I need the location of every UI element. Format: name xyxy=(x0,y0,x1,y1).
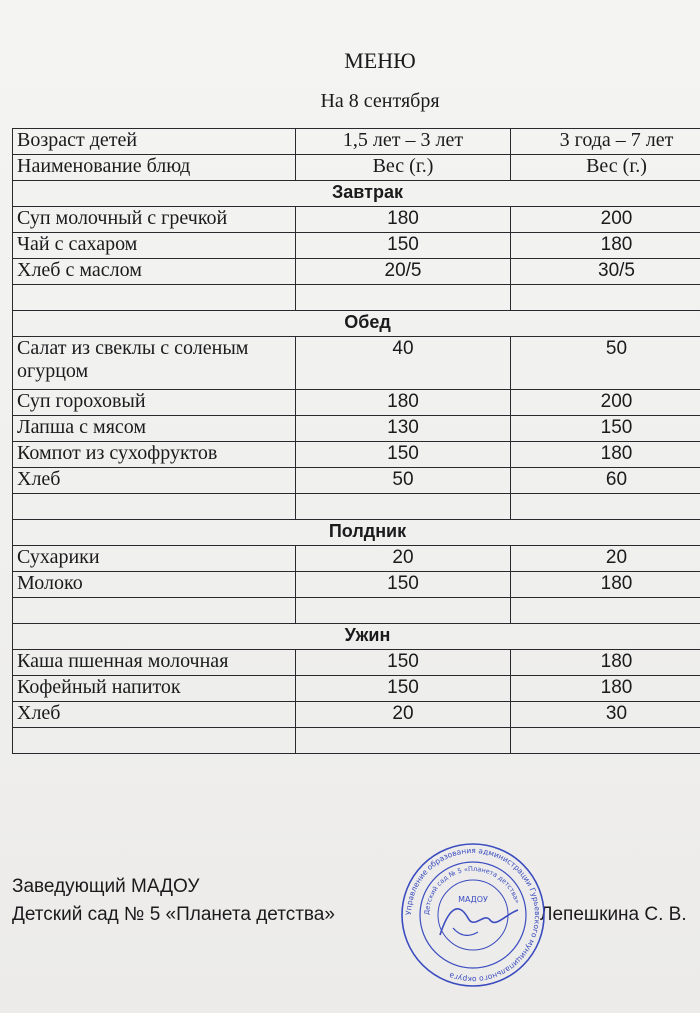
section-title: Обед xyxy=(13,311,700,337)
empty-cell xyxy=(511,494,700,520)
stamp-ring-text: Управление образования администрации Гурьевского муниципального округа xyxy=(403,845,543,985)
empty-cell xyxy=(13,285,296,311)
table-header-row xyxy=(13,155,700,181)
section-row xyxy=(13,181,700,207)
signature-scribble xyxy=(440,909,518,935)
section-title: Завтрак xyxy=(13,181,700,207)
official-stamp xyxy=(398,840,548,990)
section-title: Полдник xyxy=(13,520,700,546)
page-title: МЕНЮ xyxy=(344,48,416,73)
table-row xyxy=(13,702,700,728)
footer-institution: Детский сад № 5 «Планета детства» xyxy=(12,904,335,925)
stamp-inner-text: Детский сад № 5 «Планета детства» xyxy=(422,864,522,916)
table-row xyxy=(13,468,700,494)
weight-young: 150 xyxy=(296,233,511,259)
weight-young: 130 xyxy=(296,416,511,442)
table-row xyxy=(13,337,700,390)
weight-young: 20 xyxy=(296,702,511,728)
signer-name: Лепешкина С. В. xyxy=(540,904,687,925)
dish-name: Суп гороховый xyxy=(13,390,296,416)
age-group-1: 1,5 лет – 3 лет xyxy=(296,129,511,155)
dish-name: Хлеб xyxy=(13,468,296,494)
dish-name: Лапша с мясом xyxy=(13,416,296,442)
section-row xyxy=(13,311,700,337)
weight-header-1: Вес (г.) xyxy=(296,155,511,181)
table-header-row xyxy=(13,129,700,155)
empty-cell xyxy=(511,728,700,754)
weight-young: 150 xyxy=(296,572,511,598)
weight-young: 50 xyxy=(296,468,511,494)
weight-older: 180 xyxy=(511,233,700,259)
weight-young: 180 xyxy=(296,207,511,233)
dish-name: Молоко xyxy=(13,572,296,598)
table-row xyxy=(13,416,700,442)
table-row xyxy=(13,572,700,598)
stamp-outer-ring xyxy=(402,844,544,986)
empty-cell xyxy=(296,598,511,624)
dish-name: Кофейный напиток xyxy=(13,676,296,702)
weight-young: 180 xyxy=(296,390,511,416)
section-row xyxy=(13,624,700,650)
signature-underline xyxy=(453,928,478,935)
stamp-middle-ring xyxy=(420,862,526,968)
table-row xyxy=(13,546,700,572)
stamp-center-text: МАДОУ xyxy=(458,895,488,904)
table-row xyxy=(13,390,700,416)
table-row xyxy=(13,650,700,676)
empty-row xyxy=(13,494,700,520)
weight-older: 150 xyxy=(511,416,700,442)
table-row xyxy=(13,259,700,285)
empty-cell xyxy=(13,494,296,520)
weight-young: 150 xyxy=(296,650,511,676)
weight-older: 180 xyxy=(511,442,700,468)
empty-cell xyxy=(13,728,296,754)
table-row xyxy=(13,207,700,233)
weight-young: 20 xyxy=(296,546,511,572)
age-group-2: 3 года – 7 лет xyxy=(511,129,700,155)
weight-older: 180 xyxy=(511,650,700,676)
dish-name: Чай с сахаром xyxy=(13,233,296,259)
empty-cell xyxy=(511,598,700,624)
weight-young: 150 xyxy=(296,442,511,468)
weight-young: 40 xyxy=(296,337,511,390)
empty-row xyxy=(13,728,700,754)
empty-cell xyxy=(13,598,296,624)
empty-row xyxy=(13,598,700,624)
weight-older: 20 xyxy=(511,546,700,572)
weight-header-2: Вес (г.) xyxy=(511,155,700,181)
section-row xyxy=(13,520,700,546)
dish-name: Хлеб xyxy=(13,702,296,728)
weight-older: 200 xyxy=(511,207,700,233)
dish-name: Хлеб с маслом xyxy=(13,259,296,285)
weight-older: 180 xyxy=(511,676,700,702)
table-row xyxy=(13,676,700,702)
table-row xyxy=(13,233,700,259)
dish-name: Суп молочный с гречкой xyxy=(13,207,296,233)
empty-cell xyxy=(296,494,511,520)
dish-name: Сухарики xyxy=(13,546,296,572)
weight-older: 200 xyxy=(511,390,700,416)
weight-older: 180 xyxy=(511,572,700,598)
dish-name: Компот из сухофруктов xyxy=(13,442,296,468)
empty-cell xyxy=(296,285,511,311)
weight-older: 50 xyxy=(511,337,700,390)
age-label: Возраст детей xyxy=(13,129,296,155)
empty-cell xyxy=(511,285,700,311)
weight-young: 150 xyxy=(296,676,511,702)
weight-young: 20/5 xyxy=(296,259,511,285)
menu-table xyxy=(12,128,700,754)
table-row xyxy=(13,442,700,468)
weight-older: 30 xyxy=(511,702,700,728)
dish-name: Каша пшенная молочная xyxy=(13,650,296,676)
dish-name: Салат из свеклы с соленым огурцом xyxy=(13,337,296,390)
empty-cell xyxy=(296,728,511,754)
weight-older: 30/5 xyxy=(511,259,700,285)
section-title: Ужин xyxy=(13,624,700,650)
footer-position: Заведующий МАДОУ xyxy=(12,876,200,897)
weight-older: 60 xyxy=(511,468,700,494)
empty-row xyxy=(13,285,700,311)
menu-date: На 8 сентября xyxy=(320,90,440,112)
dish-header: Наименование блюд xyxy=(13,155,296,181)
